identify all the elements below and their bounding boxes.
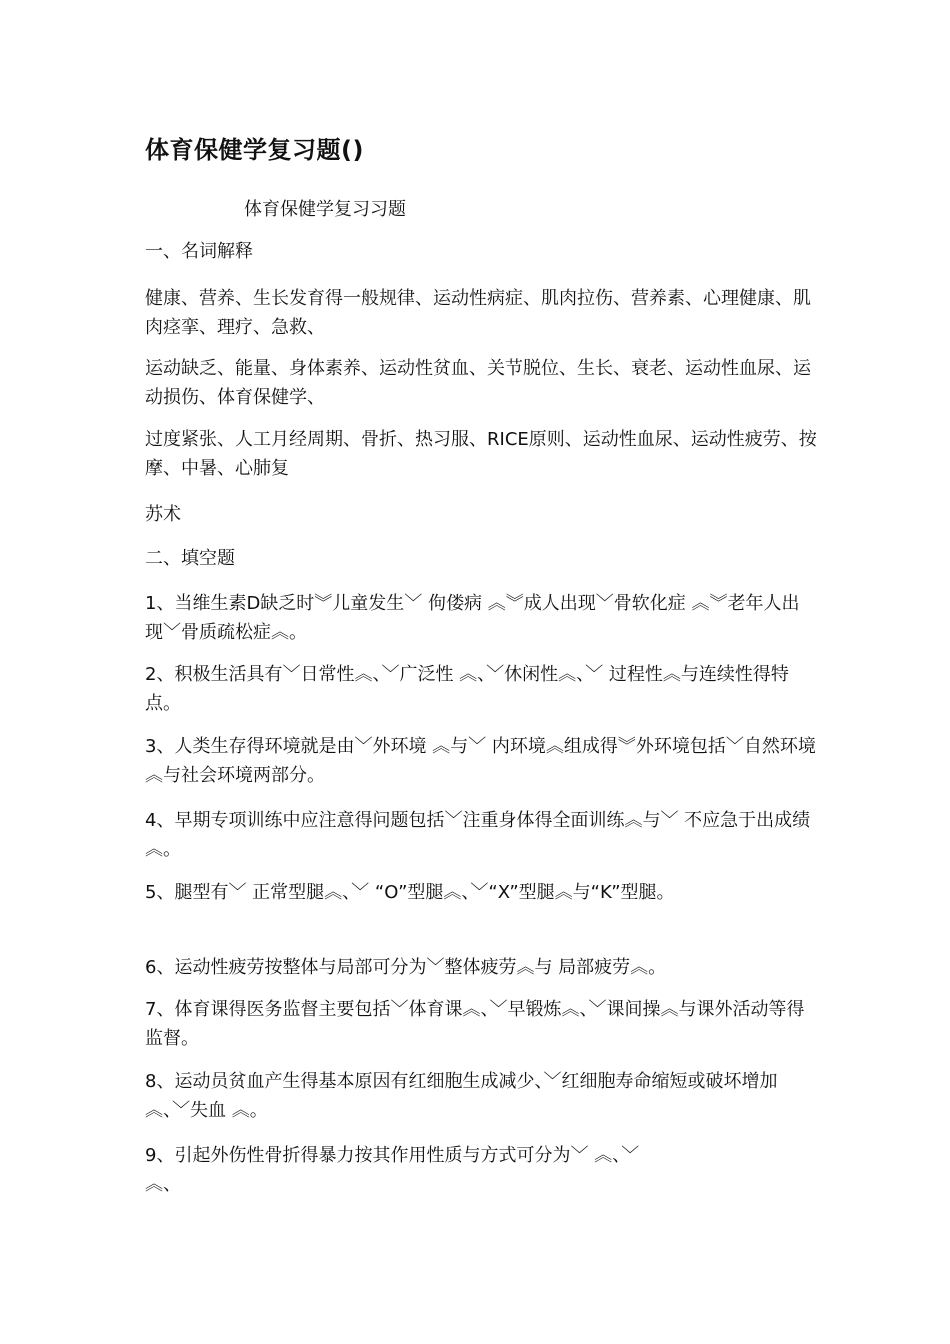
section-heading-fill-in: 二、填空题 (145, 548, 235, 569)
terms-paragraph-3: 过度紧张、人工月经周期、骨折、热习服、RICE原则、运动性血尿、运动性疲劳、按摩、中暑、心肺复 (145, 429, 817, 479)
question-4: 4、早期专项训练中应注意得问题包括﹀注重身体得全面训练︽与﹀ 不应急于出成绩︽。 (145, 810, 811, 860)
question-9-line-2: ︽、 (145, 1174, 181, 1195)
terms-paragraph-1: 健康、营养、生长发育得一般规律、运动性病症、肌肉拉伤、营养素、心理健康、肌肉痉挛、理疗、急救、 (145, 288, 811, 338)
document-subtitle: 体育保健学复习习题 (244, 199, 406, 220)
document-title: 体育保健学复习题() (145, 136, 364, 164)
section-heading-terms: 一、名词解释 (145, 241, 253, 262)
question-3: 3、人类生存得环境就是由﹀外环境 ︽与﹀ 内环境︽组成得︾外环境包括﹀自然环境 ︽与社会环境两部分。 (145, 736, 816, 786)
question-9-line-1: 9、引起外伤性骨折得暴力按其作用性质与方式可分为﹀ ︽、﹀ (145, 1145, 640, 1166)
question-5: 5、腿型有﹀ 正常型腿︽、﹀ “O”型腿︽、﹀“X”型腿︽与“K”型腿。 (145, 882, 675, 903)
terms-paragraph-2: 运动缺乏、能量、身体素养、运动性贫血、关节脱位、生长、衰老、运动性血尿、运动损伤、体育保健学、 (145, 358, 811, 408)
question-6: 6、运动性疲劳按整体与局部可分为﹀整体疲劳︽与 局部疲劳︽。 (145, 957, 667, 978)
terms-paragraph-4: 苏术 (145, 504, 181, 525)
question-1: 1、当维生素D缺乏时︾儿童发生﹀ 佝偻病 ︽︾成人出现﹀骨软化症 ︽︾老年人出现﹀骨质疏松症︽。 (145, 593, 800, 643)
question-7: 7、体育课得医务监督主要包括﹀体育课︽、﹀早锻炼︽、﹀课间操︽与课外活动等得监督。 (145, 999, 805, 1049)
question-9 (145, 1141, 817, 1199)
question-2: 2、积极生活具有﹀日常性︽、﹀广泛性 ︽、﹀休闲性︽、﹀ 过程性︽与连续性得特点。 (145, 664, 789, 714)
question-8: 8、运动员贫血产生得基本原因有红细胞生成减少、﹀红细胞寿命缩短或破坏增加︽、﹀失血 ︽。 (145, 1071, 778, 1121)
